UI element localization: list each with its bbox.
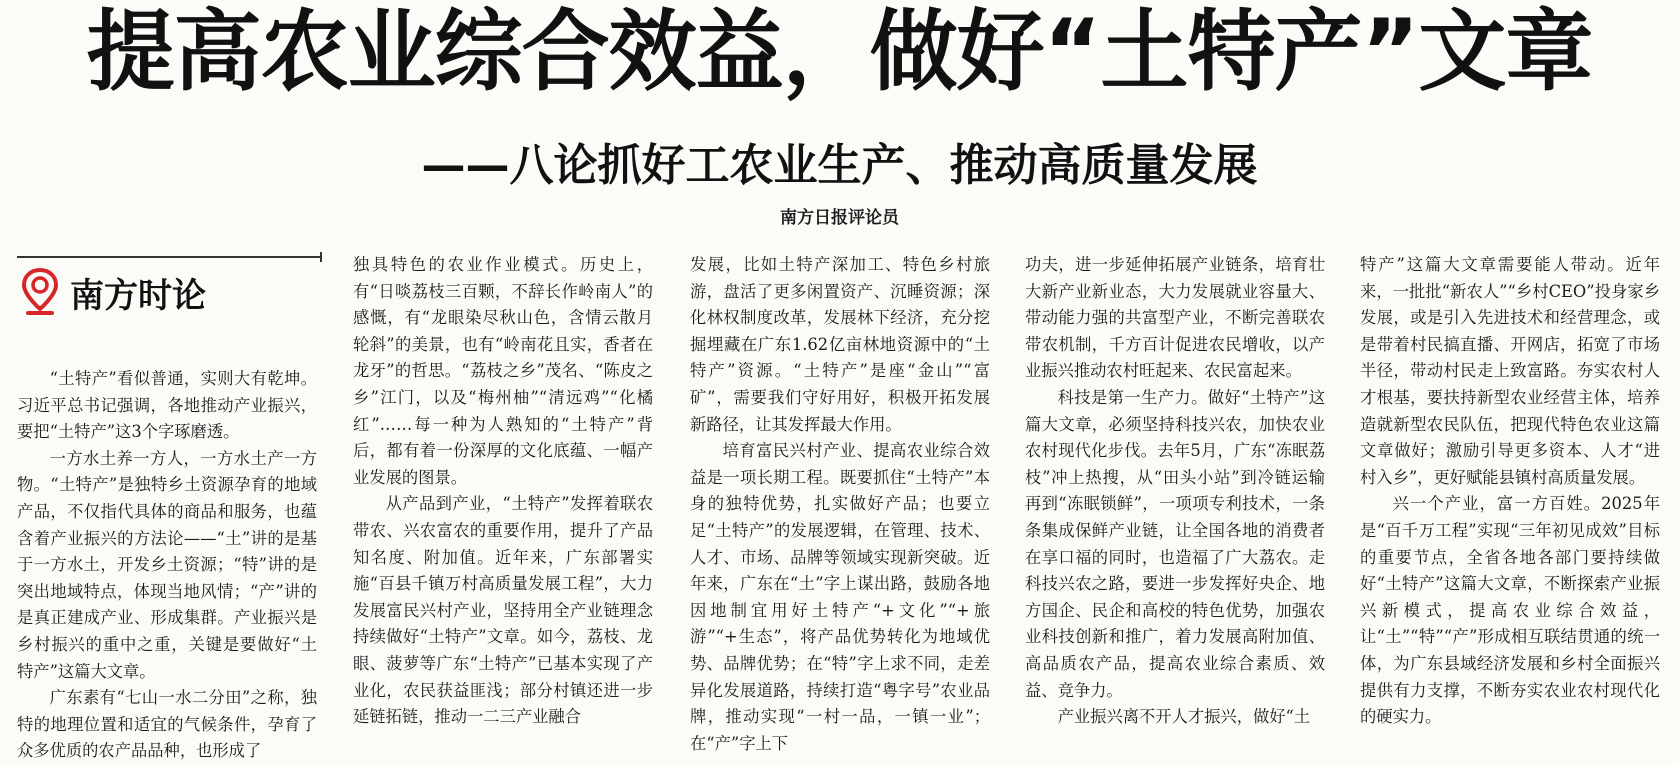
paragraph: 科技是第一生产力。做好“土特产”这篇大文章，必须坚持科技兴农，加快农业农村现代化步伐。去年5月，广东“冻眠荔枝”冲上热搜，从“田头小站”到冷链运输再到“冻眠锁鲜”，一项项专利技术，一条条集成保鲜产业链，让全国各地的消费者在享口福的同时，也造福了广大荔农。走科技兴农之路，要进一步发挥好央企、地方国企、民企和高校的特色优势，加强农业科技创新和推广，着力发展高附加值、高品质农产品，提高农业综合素质、效益、竞争力。 xyxy=(1025,387,1325,700)
paragraph: 独具特色的农业作业模式。历史上，有“日啖荔枝三百颗，不辞长作岭南人”的感慨，有“龙眼染尽秋山色，含情云散月轮斜”的美景，也有“岭南花且实，香者在龙牙”的哲思。“荔枝之乡”茂名、“陈皮之乡”江门，以及“梅州柚”“清远鸡”“化橘红”……每一种为人熟知的“土特产”背后，都有着一份深厚的文化底蕴、一幅产业发展的图景。 xyxy=(353,255,653,487)
paragraph: 发展，比如土特产深加工、特色乡村旅游，盘活了更多闲置资产、沉睡资源；深化林权制度改革，发展林下经济，充分挖掘埋藏在广东1.62亿亩林地资源中的“土特产”资源。“土特产”是座“金山”“富矿”，需要我们守好用好，积极开拓发展新路径，让其发挥最大作用。 xyxy=(690,255,990,434)
byline: 南方日报评论员 xyxy=(780,208,899,228)
paragraph: “土特产”看似普通，实则大有乾坤。习近平总书记强调，各地推动产业振兴，要把“土特产”这3个字琢磨透。 xyxy=(17,369,317,442)
column-badge xyxy=(20,264,320,320)
headline: 提高农业综合效益，做好“土特产”文章 xyxy=(86,0,1593,103)
column-top-rule xyxy=(17,256,322,258)
paragraph: 兴一个产业，富一方百姓。2025年是“百千万工程”实现“三年初见成效”目标的重要节点，全省各地各部门要持续做好“土特产”这篇大文章，不断探索产业振兴新模式，提高农业综合效益，让“土”“特”“产”形成相互联结贯通的统一体，为广东县域经济发展和乡村全面振兴提供有力支撑，不断夯实农业农村现代化的硬实力。 xyxy=(1360,494,1660,727)
paragraph: 产业振兴离不开人才振兴，做好“土 xyxy=(1057,707,1311,727)
paragraph: 广东素有“七山一水二分田”之称，独特的地理位置和适宜的气候条件，孕育了众多优质的农产品品种，也形成了 xyxy=(17,688,317,761)
text-column-3 xyxy=(690,252,990,753)
paragraph: 一方水土养一方人，一方水土产一方物。“土特产”是独特乡土资源孕育的地域产品，不仅指代具体的商品和服务，也蕴含着产业振兴的方法论——“土”讲的是基于一方水土，开发乡土资源；“特”讲的是突出地域特点，体现当地风情；“产”讲的是真正建成产业、形成集群。产业振兴是乡村振兴的重中之重，关键是要做好“土特产”这篇大文章。 xyxy=(17,448,317,681)
text-column-1 xyxy=(17,366,317,761)
text-column-2 xyxy=(353,252,653,727)
location-pin-icon xyxy=(20,267,60,317)
paragraph: 从产品到产业，“土特产”发挥着联农带农、兴农富农的重要作用，提升了产品知名度、附加值。近年来，广东部署实施“百县千镇万村高质量发展工程”，大力发展富民兴村产业，坚持用全产业链理念持续做好“土特产”文章。如今，荔枝、龙眼、菠萝等广东“土特产”已基本实现了产业化，农民获益匪浅；部分村镇还进一步延链拓链，推动一二三产业融合 xyxy=(353,494,653,727)
column-badge-title: 南方时论 xyxy=(70,275,206,316)
text-column-4 xyxy=(1025,252,1325,727)
text-column-5 xyxy=(1360,252,1660,727)
paragraph: 功夫，进一步延伸拓展产业链条，培育壮大新产业新业态，大力发展就业容量大、带动能力强的共富型产业，不断完善联农带农机制，千方百计促进农民增收，以产业振兴推动农村旺起来、农民富起来。 xyxy=(1025,255,1325,381)
subheadline: ——八论抓好工农业生产、推动高质量发展 xyxy=(421,140,1258,191)
paragraph: 培育富民兴村产业、提高农业综合效益是一项长期工程。既要抓住“土特产”本身的独特优势，扎实做好产品；也要立足“土特产”的发展逻辑，在管理、技术、人才、市场、品牌等领域实现新突破。近年来，广东在“土”字上谋出路，鼓励各地因地制宜用好土特产“+文化”“+旅游”“+生态”，将产品优势转化为地域优势、品牌优势；在“特”字上求不同，走差异化发展道路，持续打造“粤字号”农业品牌，推动实现“一村一品，一镇一业”；在“产”字上下 xyxy=(690,441,990,753)
paragraph: 特产”这篇大文章需要能人带动。近年来，一批批“新农人”“乡村CEO”投身家乡发展，或是引入先进技术和经营理念，或是带着村民搞直播、开网店，拓宽了市场半径，带动村民走上致富路。夯实农村人才根基，要扶持新型农业经营主体，培养造就新型农民队伍，把现代特色农业这篇文章做好；激励引导更多资本、人才“进村入乡”，更好赋能县镇村高质量发展。 xyxy=(1360,255,1660,487)
